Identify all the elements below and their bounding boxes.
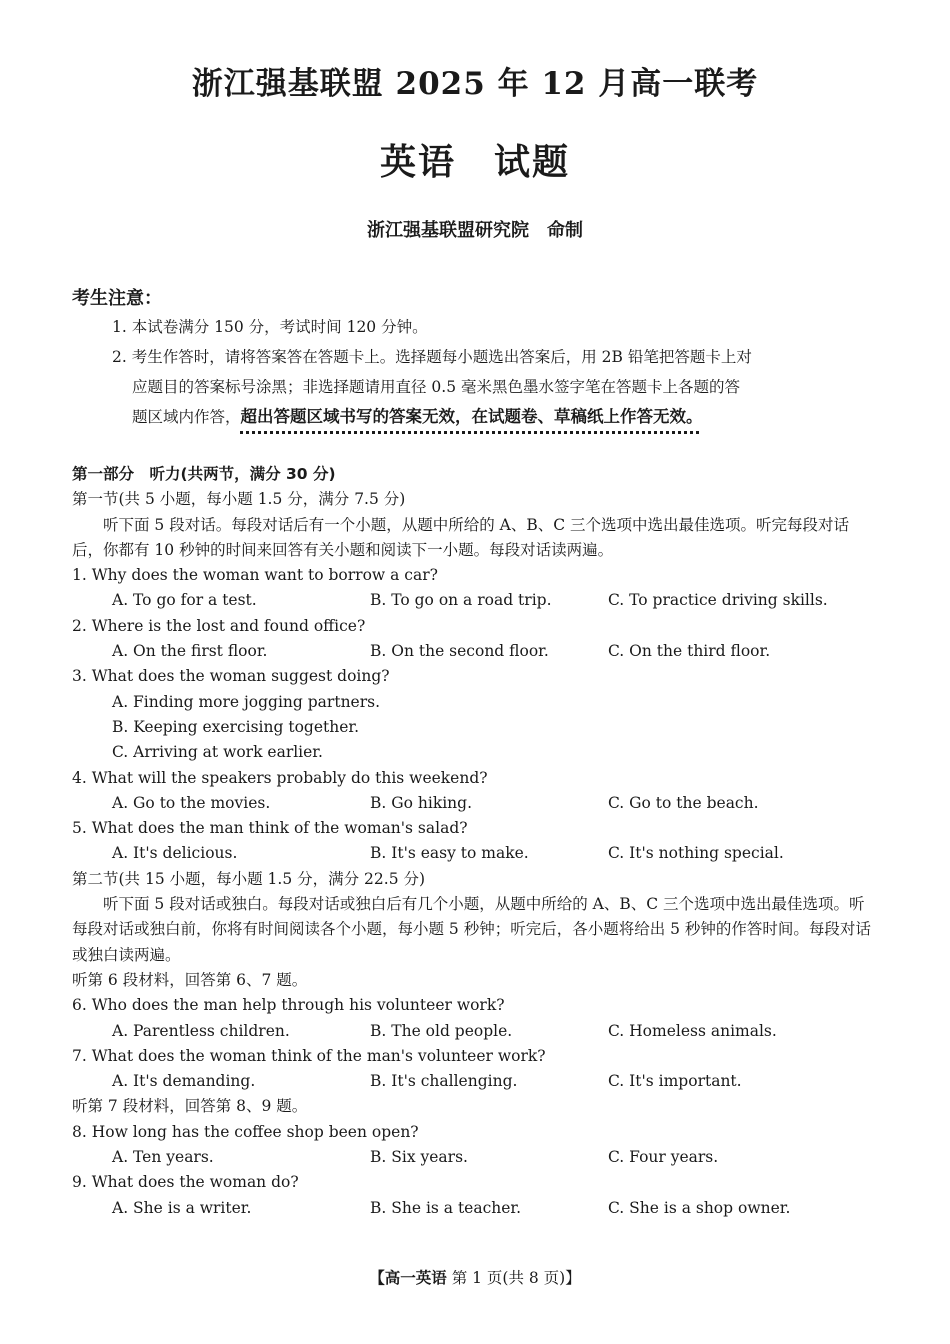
option-a: A. It's demanding.	[112, 1072, 256, 1091]
question-8-options	[72, 1145, 880, 1170]
footer-page-number: 第 1 页(共 8 页)】	[451, 1269, 581, 1287]
section1-instruction: 听下面 5 段对话。每段对话后有一个小题，从题中所给的 A、B、C 三个选项中选出最佳选项。听完每段对话后，你都有 10 秒钟的时间来回答有关小题和阅读下一小题。每段对话读两遍。	[72, 515, 850, 559]
notice-item-1: 1. 本试卷满分 150 分，考试时间 120 分钟。	[112, 318, 428, 336]
question-8: 8. How long has the coffee shop been open?	[72, 1122, 419, 1141]
question-1-options	[72, 588, 880, 613]
listening-section	[72, 462, 880, 1221]
option-c: C. Arriving at work earlier.	[112, 743, 323, 762]
option-c: C. It's important.	[608, 1072, 742, 1091]
option-c: C. It's nothing special.	[608, 844, 784, 863]
question-4-options	[72, 791, 880, 816]
option-c: C. To practice driving skills.	[608, 591, 828, 610]
option-b: B. The old people.	[370, 1021, 513, 1040]
notice-emphasis: 超出答题区域书写的答案无效，在试题卷、草稿纸上作答无效。	[240, 407, 703, 426]
question-6: 6. Who does the man help through his volunteer work?	[72, 996, 505, 1015]
option-c: C. Four years.	[608, 1148, 719, 1167]
question-6-options	[72, 1019, 880, 1044]
option-a: A. On the first floor.	[112, 642, 268, 661]
option-a: A. Finding more jogging partners.	[112, 692, 381, 711]
notice-item-2-line-1: 2. 考生作答时，请将答案答在答题卡上。选择题每小题选出答案后，用 2B 铅笔把答题卡上对	[112, 348, 752, 366]
footer-label: 【高一英语	[369, 1269, 447, 1287]
question-9: 9. What does the woman do?	[72, 1173, 299, 1192]
question-1: 1. Why does the woman want to borrow a car?	[72, 566, 438, 585]
question-2: 2. Where is the lost and found office?	[72, 616, 366, 635]
section2-heading: 第二节(共 15 小题，每小题 1.5 分，满分 22.5 分)	[72, 869, 426, 888]
question-2-options	[72, 639, 880, 664]
question-3: 3. What does the woman suggest doing?	[72, 667, 390, 686]
question-7: 7. What does the woman think of the man's volunteer work?	[72, 1046, 546, 1065]
notice-item-2-line-2: 应题目的答案标号涂黑；非选择题请用直径 0.5 毫米黑色墨水签字笔在答题卡上各题的答	[132, 378, 741, 396]
exam-title: 浙江强基联盟 2025 年 12 月高一联考	[191, 66, 759, 102]
option-b: B. On the second floor.	[370, 642, 549, 661]
option-c: C. Homeless animals.	[608, 1021, 777, 1040]
option-b: B. To go on a road trip.	[370, 591, 552, 610]
option-c: C. On the third floor.	[608, 642, 771, 661]
notice-heading: 考生注意：	[72, 288, 162, 309]
material-6-heading: 听第 6 段材料，回答第 6、7 题。	[72, 970, 308, 989]
option-a: A. Go to the movies.	[112, 793, 271, 812]
option-b: B. It's easy to make.	[370, 844, 529, 863]
question-7-options	[72, 1069, 880, 1094]
option-b: B. Go hiking.	[370, 793, 473, 812]
option-a: A. Parentless children.	[112, 1021, 290, 1040]
notice-item-2	[112, 342, 882, 432]
section1-heading: 第一节(共 5 小题，每小题 1.5 分，满分 7.5 分)	[72, 490, 406, 509]
exam-subtitle: 英语 试题	[379, 141, 570, 183]
option-c: C. She is a shop owner.	[608, 1198, 791, 1217]
option-b: B. Keeping exercising together.	[112, 717, 360, 736]
material-7-heading: 听第 7 段材料，回答第 8、9 题。	[72, 1097, 308, 1116]
question-9-options	[72, 1196, 880, 1221]
option-b: B. Six years.	[370, 1148, 468, 1167]
question-5: 5. What does the man think of the woman's salad?	[72, 819, 468, 838]
exam-issuer: 浙江强基联盟研究院 命制	[367, 220, 583, 241]
option-b: B. It's challenging.	[370, 1072, 518, 1091]
option-b: B. She is a teacher.	[370, 1198, 522, 1217]
option-a: A. To go for a test.	[112, 591, 257, 610]
part1-heading: 第一部分 听力(共两节，满分 30 分)	[72, 465, 336, 483]
section2-instruction: 听下面 5 段对话或独白。每段对话或独白后有几个小题，从题中所给的 A、B、C 三个选项中选出最佳选项。听每段对话或独白前，你将有时间阅读各个小题，每小题 5 秒钟；听完后，各小题将给出 5 秒钟的作答时间。每段对话或独白读两遍。	[72, 895, 871, 964]
option-a: A. She is a writer.	[112, 1198, 252, 1217]
question-5-options	[72, 841, 880, 866]
question-4: 4. What will the speakers probably do this weekend?	[72, 768, 488, 787]
notice-item-2-line-3	[112, 402, 882, 432]
notice-item-2-text: 题区域内作答，	[132, 408, 241, 426]
option-a: A. It's delicious.	[112, 844, 238, 863]
option-a: A. Ten years.	[112, 1148, 214, 1167]
option-c: C. Go to the beach.	[608, 793, 759, 812]
page-footer	[0, 1266, 950, 1288]
